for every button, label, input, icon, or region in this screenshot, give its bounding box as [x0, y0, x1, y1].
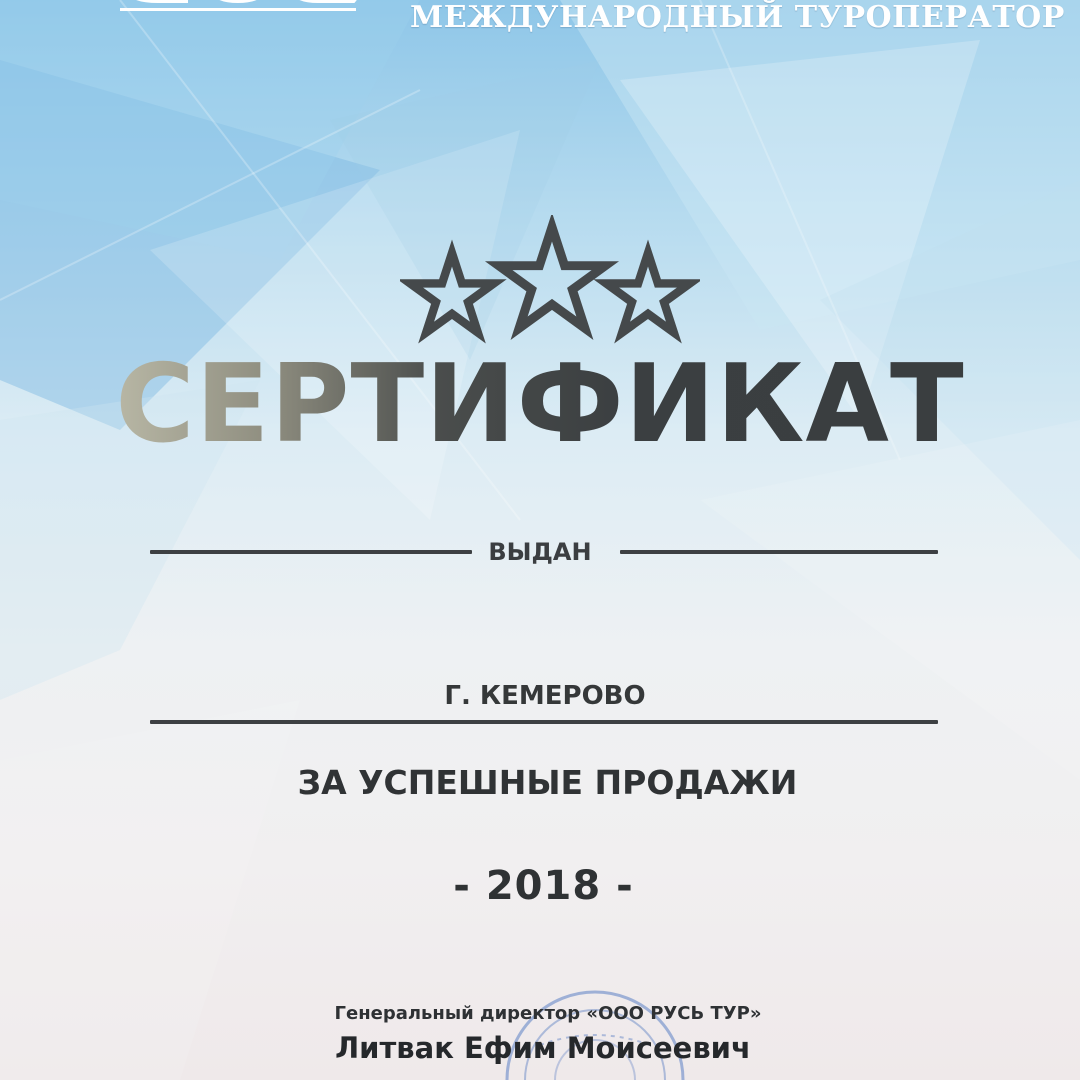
star-outline-icon	[499, 227, 606, 328]
city-underline	[150, 720, 938, 724]
certificate-title-text: СЕРТИФИКАТ	[115, 342, 965, 467]
star-outline-icon	[606, 253, 690, 333]
recipient-city: Г. КЕМЕРОВО	[444, 681, 646, 711]
star-outline-icon	[410, 253, 494, 333]
stars-group	[400, 215, 700, 345]
certificate-title	[0, 342, 1080, 467]
issued-rule-left	[150, 550, 472, 554]
issued-label: ВЫДАН	[488, 538, 592, 566]
signatory-role: Генеральный директор «ООО РУСЬ ТУР»	[334, 1003, 762, 1024]
tagline: МЕЖДУНАРОДНЫЙ ТУРОПЕРАТОР	[410, 0, 1065, 35]
logo-mark-icon	[118, 0, 368, 26]
award-reason: ЗА УСПЕШНЫЕ ПРОДАЖИ	[297, 763, 798, 802]
signatory-name: Литвак Ефим Моисеевич	[335, 1031, 751, 1065]
issued-rule-right	[620, 550, 938, 554]
award-year: - 2018 -	[453, 863, 634, 909]
